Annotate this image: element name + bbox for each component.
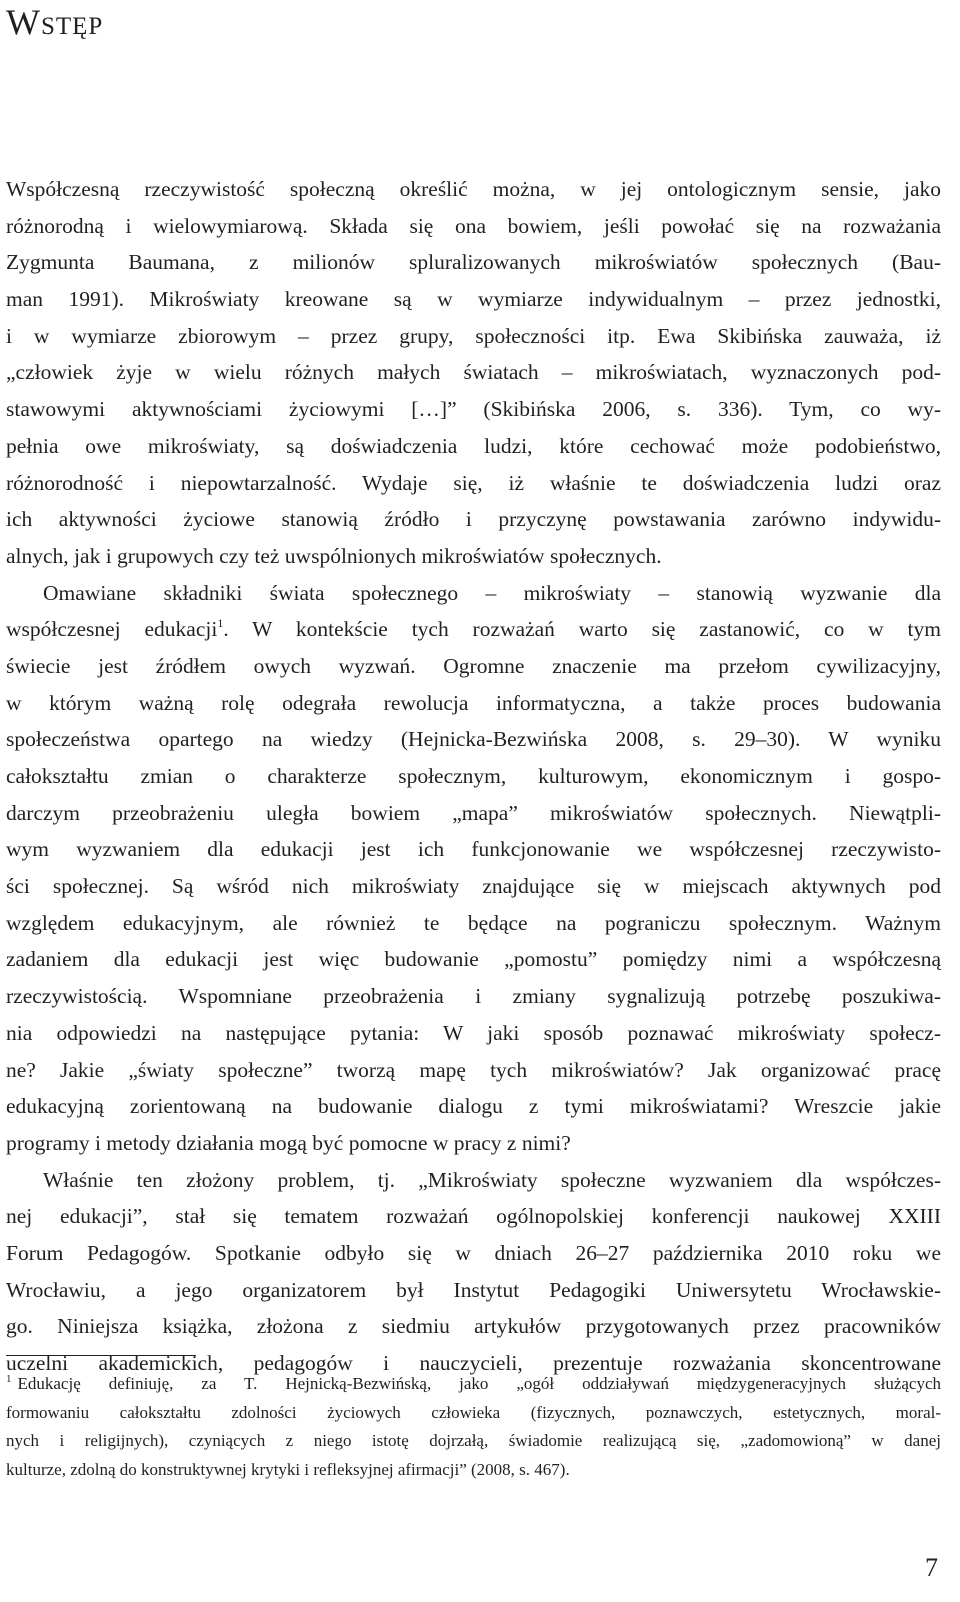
text-line: nej edukacji”, stał się tematem rozważań ogólnopolskiej konferencji naukowej XXIII bbox=[6, 1204, 941, 1229]
text-line: Współczesną rzeczywistość społeczną określić można, w jej ontologicznym sensie, jako bbox=[6, 177, 941, 201]
page-number: 7 bbox=[925, 1553, 938, 1582]
footnote-number: 1 bbox=[6, 1373, 12, 1385]
text-line-with-footnote-ref bbox=[6, 611, 941, 648]
text-line: ści społecznej. Są wśród nich mikroświaty znajdujące się w miejscach aktywnych pod bbox=[6, 874, 941, 899]
footnote-line: formowaniu całokształtu zdolności życiowych człowieka (fizycznych, poznawczych, estetycznych, moral- bbox=[6, 1402, 941, 1422]
text-line: „człowiek żyje w wielu różnych małych światach – mikroświatach, wyznaczonych pod- bbox=[6, 360, 941, 385]
footnote-reference[interactable]: 1 bbox=[217, 616, 224, 631]
text-line: edukacyjną zorientowaną na budowanie dialogu z tymi mikroświatami? Wreszcie jakie bbox=[6, 1094, 941, 1119]
text-fragment: współczesnej edukacji bbox=[6, 617, 218, 642]
text-line: ich aktywności życiowe stanowią źródło i przyczynę powstawania zarówno indywidu- bbox=[6, 507, 941, 532]
text-line: stawowymi aktywnościami życiowymi […]” (Skibińska 2006, s. 336). Tym, co wy- bbox=[6, 397, 941, 422]
footnote bbox=[6, 1370, 941, 1484]
text-line: ne? Jakie „światy społeczne” tworzą mapę tych mikroświatów? Jak organizować pracę bbox=[6, 1057, 941, 1082]
text-line: go. Niniejsza książka, złożona z siedmiu artykułów przygotowanych przez pracowników bbox=[6, 1314, 941, 1339]
text-line: społeczeństwa opartego na wiedzy (Hejnicka-Bezwińska 2008, s. 29–30). W wyniku bbox=[6, 727, 941, 752]
text-line: darczym przeobrażeniu uległa bowiem „mapa” mikroświatów społecznych. Niewątpli- bbox=[6, 800, 941, 825]
text-line: pełnia owe mikroświaty, są doświadczenia ludzi, które cechować może podobieństwo, bbox=[6, 433, 941, 458]
text-line: całokształtu zmian o charakterze społecznym, kulturowym, ekonomicznym i gospo- bbox=[6, 764, 941, 788]
text-line: względem edukacyjnym, ale również te będące na pograniczu społecznym. Ważnym bbox=[6, 910, 941, 935]
text-line: Zygmunta Baumana, z milionów spluralizowanych mikroświatów społecznych (Bau- bbox=[6, 250, 941, 275]
footnote-line: kulturze, zdolną do konstruktywnej krytyki i refleksyjnej afirmacji” (2008, s. 467). bbox=[6, 1459, 570, 1479]
text-line: alnych, jak i grupowych czy też uwspólnionych mikroświatów społecznych. bbox=[6, 543, 662, 568]
text-line: Omawiane składniki świata społecznego – mikroświaty – stanowią wyzwanie dla bbox=[43, 580, 941, 605]
text-line: Forum Pedagogów. Spotkanie odbyło się w dniach 26–27 października 2010 roku we bbox=[6, 1240, 941, 1265]
text-line: programy i metody działania mogą być pomocne w pracy z nimi? bbox=[6, 1130, 571, 1155]
text-line: Właśnie ten złożony problem, tj. „Mikroświaty społeczne wyzwaniem dla współczes- bbox=[43, 1167, 941, 1192]
text-fragment: . W kontekście tych rozważań warto się zastanowić, co w tym bbox=[223, 617, 942, 642]
text-line: świecie jest źródłem owych wyzwań. Ogromne znaczenie ma przełom cywilizacyjny, bbox=[6, 653, 941, 678]
footnote-line bbox=[6, 1370, 941, 1399]
footnote-line: nych i religijnych), czyniących z niego istotę dojrzałą, świadomie realizującą się, „zadomowioną” w danej bbox=[6, 1431, 941, 1450]
text-line: rzeczywistością. Wspomniane przeobrażenia i zmiany sygnalizują potrzebę poszukiwa- bbox=[6, 984, 941, 1009]
chapter-title: Wstęp bbox=[6, 2, 104, 42]
text-line: man 1991). Mikroświaty kreowane są w wymiarze indywidualnym – przez jednostki, bbox=[6, 287, 941, 312]
footnote-separator bbox=[6, 1355, 196, 1356]
text-line: Wrocławiu, a jego organizatorem był Instytut Pedagogiki Uniwersytetu Wrocławskie- bbox=[6, 1277, 941, 1302]
text-line: nia odpowiedzi na następujące pytania: W jaki sposób poznawać mikroświaty społecz- bbox=[6, 1020, 941, 1045]
text-line: różnorodną i wielowymiarową. Składa się ona bowiem, jeśli powołać się na rozważania bbox=[6, 213, 941, 238]
text-line: w którym ważną rolę odegrała rewolucja informatyczna, a także proces budowania bbox=[6, 690, 941, 715]
text-line: różnorodność i niepowtarzalność. Wydaje się, iż właśnie te doświadczenia ludzi oraz bbox=[6, 470, 941, 495]
text-line: wym wyzwaniem dla edukacji jest ich funkcjonowanie we współczesnej rzeczywisto- bbox=[6, 837, 941, 862]
text-line: i w wymiarze zbiorowym – przez grupy, społeczności itp. Ewa Skibińska zauważa, iż bbox=[6, 323, 941, 348]
text-line: zadaniem dla edukacji jest więc budowanie „pomostu” pomiędzy nimi a współczesną bbox=[6, 947, 941, 972]
text-line: uczelni akademickich, pedagogów i nauczycieli, prezentuje rozważania skoncentrowane bbox=[6, 1351, 941, 1375]
body-text bbox=[6, 171, 941, 1382]
text-fragment: Edukację definiuję, za T. Hejnicką-Bezwińską, jako „ogół oddziaływań międzygeneracyjnych służących bbox=[17, 1374, 941, 1393]
